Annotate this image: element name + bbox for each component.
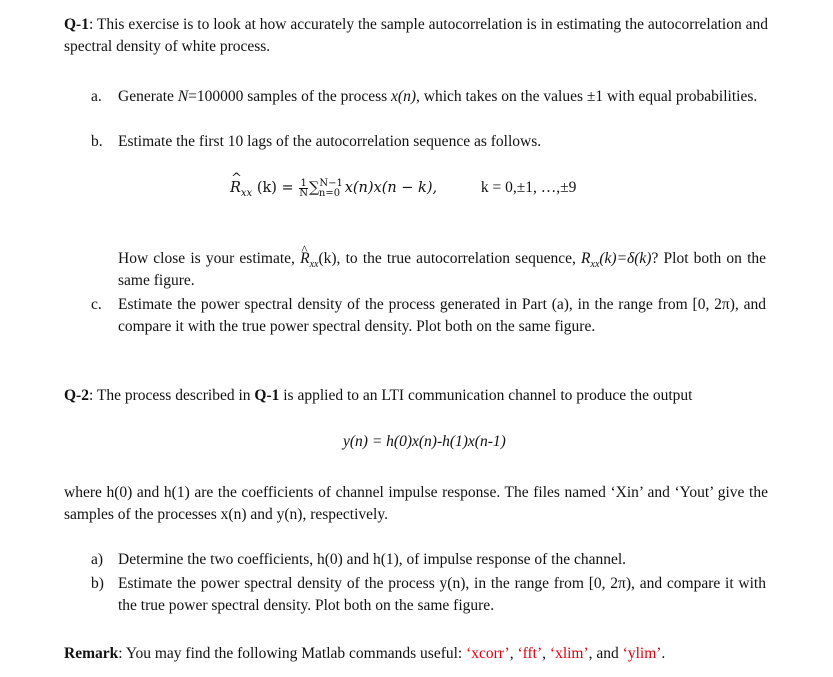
q1-item-c-marker: c. <box>91 296 102 313</box>
formula-range: k = 0,±1, …,±9 <box>480 179 577 196</box>
remark-label: Remark <box>64 645 119 662</box>
cmd-xcorr: ‘xcorr’ <box>466 645 510 662</box>
q1-item-a: Generate N=100000 samples of the process x(n), which takes on the values ±1 with equal probabilities. <box>118 88 758 105</box>
q1-item-b-marker: b. <box>91 133 103 150</box>
cmd-xlim: ‘xlim’ <box>549 645 589 662</box>
q1-intro-text: : This exercise is to look at how accurately the sample autocorrelation is in estimating the autocorrelation and spectral density of white process. <box>64 16 768 55</box>
q1-label: Q-1 <box>64 16 89 33</box>
q2-item-b: Estimate the power spectral density of the process y(n), in the range from [0, 2π), and compare it with the true power spectral density. Plot both on the same figure. <box>118 575 766 614</box>
q2-item-a: Determine the two coefficients, h(0) and h(1), of impulse response of the channel. <box>118 551 627 568</box>
q2-item-a-marker: a) <box>91 551 104 568</box>
q1-item-a-marker: a. <box>91 88 102 105</box>
q2-where-text: where h(0) and h(1) are the coefficients of channel impulse response. The files named ‘Xin’ and ‘Yout’ give the samples of the processes x(n) and y(n), respectively. <box>64 484 768 523</box>
cmd-fft: ‘fft’ <box>517 645 543 662</box>
q1-question: How close is your estimate, ^ $R_{xx}(k)$, to the true autocorrelation sequence, $R_{xx}(k)=\delta(k)$? Plot both on the same figure. <box>118 248 766 292</box>
autocorrelation-formula: ^ $R_{xx}$ (k) = $\frac{1}{N}$ ∑$^{N-1}_{n=0}$ x(n)x(n − k), k = 0,±1, …,±9 <box>230 177 576 199</box>
q2-label: Q-2 <box>64 387 89 404</box>
q1-intro <box>64 14 768 58</box>
remark: Remark: You may find the following Matlab commands useful: ‘xcorr’, ‘fft’, ‘xlim’, and ‘ylim’. <box>64 645 666 662</box>
q2-intro: Q-2: The process described in Q-1 is applied to an LTI communication channel to produce the output <box>64 387 693 404</box>
channel-equation: y(n) = h(0)x(n)-h(1)x(n-1) <box>343 433 506 450</box>
q1-item-b: Estimate the first 10 lags of the autocorrelation sequence as follows. <box>118 133 542 150</box>
cmd-ylim: ‘ylim’ <box>622 645 662 662</box>
q2-item-b-marker: b) <box>91 575 104 592</box>
q1-item-c: Estimate the power spectral density of the process generated in Part (a), in the range from [0, 2π), and compare it with the true power spectral density. Plot both on the same figure. <box>118 296 766 335</box>
